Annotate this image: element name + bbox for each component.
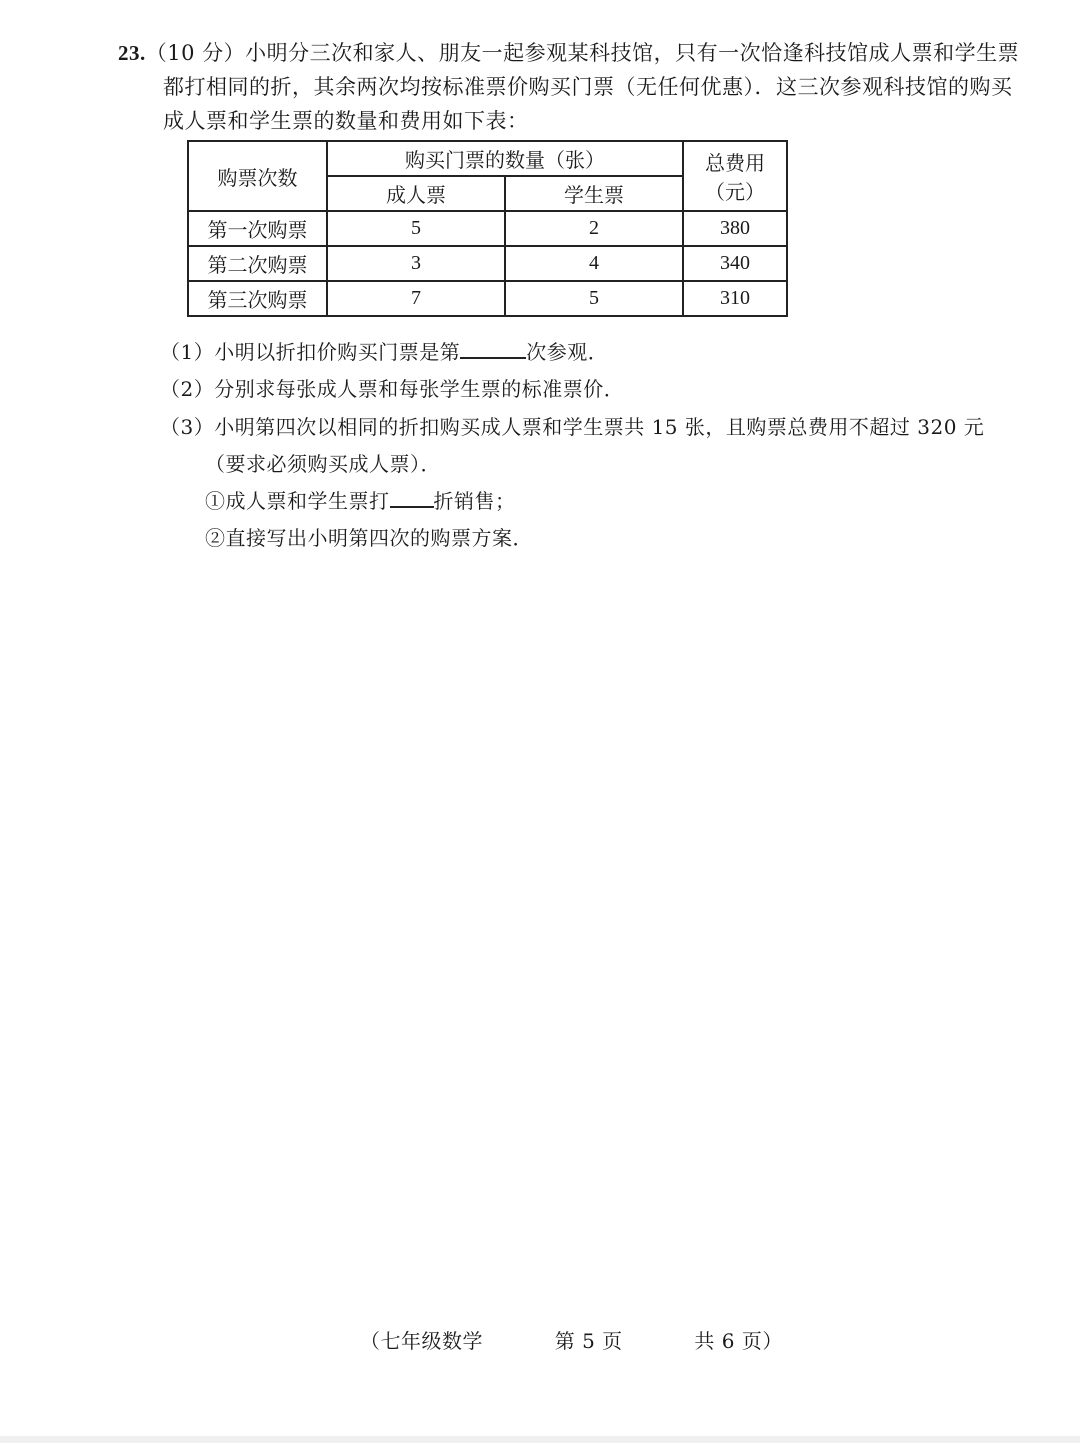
part-3-note: （要求必须购买成人票）． xyxy=(205,452,441,476)
page-footer xyxy=(360,1325,783,1354)
header-round: 购票次数 xyxy=(188,141,327,211)
question-23-stem xyxy=(118,36,1038,138)
adult-count: 5 xyxy=(327,211,505,246)
total-cost: 340 xyxy=(683,246,787,281)
student-count: 4 xyxy=(505,246,683,281)
adult-count: 3 xyxy=(327,246,505,281)
header-quantity: 购买门票的数量（张） xyxy=(327,141,683,176)
header-total-label: 总费用 xyxy=(705,151,765,175)
table-row xyxy=(188,246,787,281)
answer-blank-2[interactable] xyxy=(390,486,434,508)
part-3: （3）小明第四次以相同的折扣购买成人票和学生票共 15 张，且购票总费用不超过 320 元 xyxy=(160,415,985,439)
header-total-unit: （元） xyxy=(705,180,765,204)
header-student: 学生票 xyxy=(505,176,683,211)
table-row xyxy=(188,211,787,246)
answer-blank-1[interactable] xyxy=(460,337,526,359)
ticket-table xyxy=(187,140,788,317)
part-3-ii: ②直接写出小明第四次的购票方案． xyxy=(205,526,533,550)
bottom-edge xyxy=(0,1436,1080,1443)
question-line-1 xyxy=(118,36,1038,70)
row-label: 第一次购票 xyxy=(188,211,327,246)
part-1-text-b: 次参观． xyxy=(526,340,609,364)
row-label: 第三次购票 xyxy=(188,281,327,316)
part-2: （2）分别求每张成人票和每张学生票的标准票价． xyxy=(160,377,625,401)
total-cost: 380 xyxy=(683,211,787,246)
total-cost: 310 xyxy=(683,281,787,316)
student-count: 5 xyxy=(505,281,683,316)
part-3-i-text-a: ①成人票和学生票打 xyxy=(205,489,390,513)
student-count: 2 xyxy=(505,211,683,246)
question-text-1: 小明分三次和家人、朋友一起参观某科技馆，只有一次恰逢科技馆成人票和学生票 xyxy=(245,41,1020,65)
header-adult: 成人票 xyxy=(327,176,505,211)
table-row xyxy=(188,281,787,316)
row-label: 第二次购票 xyxy=(188,246,327,281)
footer-page: 第 5 页 xyxy=(554,1329,623,1353)
footer-total-pages: 共 6 页） xyxy=(694,1329,783,1353)
footer-subject: （七年级数学 xyxy=(360,1329,483,1353)
part-1 xyxy=(160,337,1040,367)
question-score: （10 分） xyxy=(145,41,246,65)
adult-count: 7 xyxy=(327,281,505,316)
question-number: 23. xyxy=(118,41,146,65)
header-total xyxy=(683,141,787,211)
question-line-2: 都打相同的折，其余两次均按标准票价购买门票（无任何优惠）．这三次参观科技馆的购买 xyxy=(163,75,1013,99)
part-3-i-text-b: 折销售； xyxy=(433,489,516,513)
part-1-text-a: （1）小明以折扣价购买门票是第 xyxy=(160,340,461,364)
part-3-i xyxy=(205,486,1080,516)
question-line-3: 成人票和学生票的数量和费用如下表： xyxy=(163,109,529,133)
